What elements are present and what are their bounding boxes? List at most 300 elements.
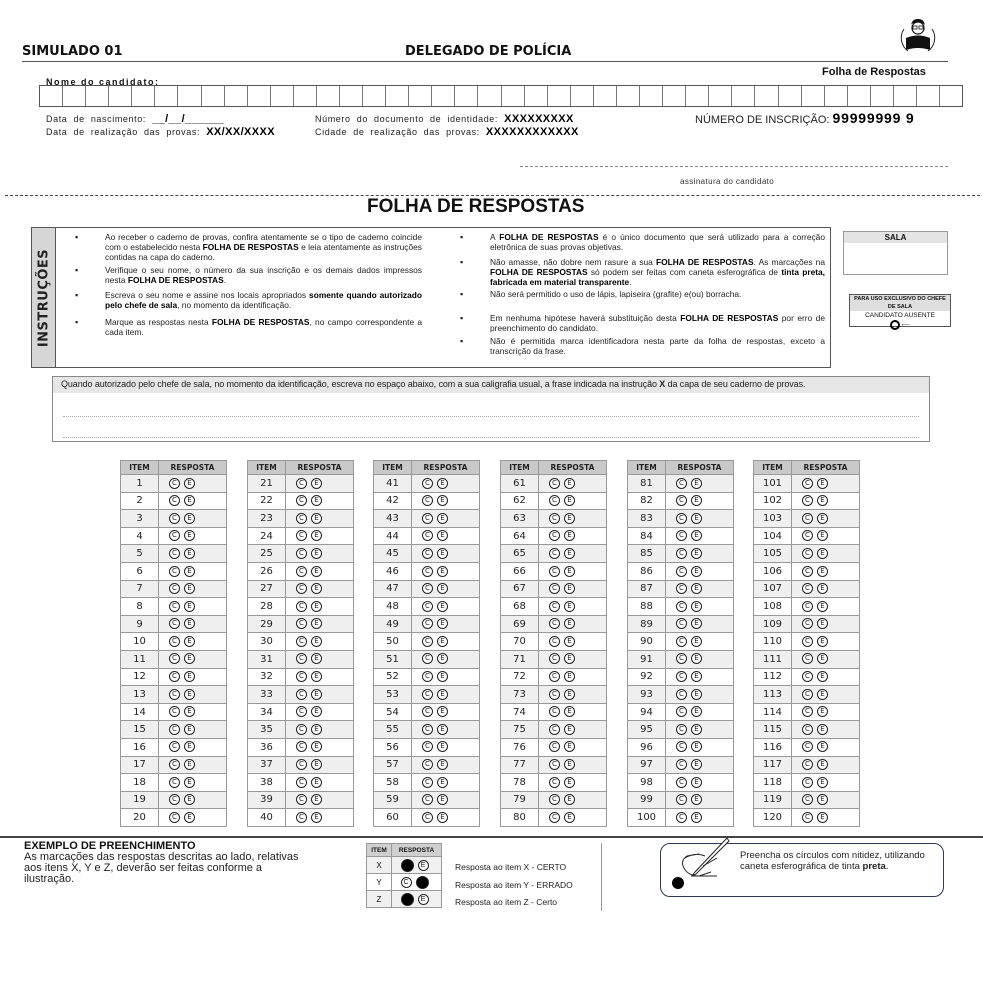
instruction-item	[75, 290, 422, 310]
bubble-c[interactable]: C	[296, 706, 307, 717]
bubble-e[interactable]: E	[564, 794, 575, 805]
bubble-e[interactable]: E	[691, 706, 702, 717]
bubble-e[interactable]: E	[817, 495, 828, 506]
bubble-c[interactable]: C	[676, 636, 687, 647]
bubble-c[interactable]: C	[676, 601, 687, 612]
bubble-e[interactable]: E	[184, 548, 195, 559]
bubble-c[interactable]: C	[169, 794, 180, 805]
bubble-c[interactable]: C	[802, 689, 813, 700]
bubble-e[interactable]: E	[817, 794, 828, 805]
bubble-c[interactable]: C	[169, 513, 180, 524]
bubble-e[interactable]: E	[437, 495, 448, 506]
name-letter-box[interactable]	[317, 86, 340, 106]
bubble-e[interactable]: E	[691, 741, 702, 752]
bubble-c[interactable]: C	[296, 741, 307, 752]
bubble-e[interactable]: E	[437, 794, 448, 805]
bubble-c[interactable]: C	[169, 618, 180, 629]
bubble-e[interactable]: E	[437, 478, 448, 489]
bubble-e[interactable]: E	[817, 653, 828, 664]
bubble-c[interactable]: C	[422, 724, 433, 735]
bubble-e[interactable]: E	[311, 653, 322, 664]
bubble-c[interactable]: C	[422, 618, 433, 629]
bubble-c[interactable]: C	[802, 513, 813, 524]
bubble-e[interactable]: E	[817, 741, 828, 752]
bubble-c[interactable]: C	[296, 812, 307, 823]
bubble-c[interactable]: C	[169, 777, 180, 788]
bubble-e[interactable]: E	[184, 759, 195, 770]
name-letter-box[interactable]	[478, 86, 501, 106]
bubble-c[interactable]: C	[549, 583, 560, 594]
bubble-e[interactable]: E	[184, 566, 195, 577]
bubble-e[interactable]: E	[311, 777, 322, 788]
bubble-e[interactable]: E	[311, 636, 322, 647]
bubble-c[interactable]: C	[422, 777, 433, 788]
bubble-e[interactable]: E	[564, 548, 575, 559]
name-letter-box[interactable]	[409, 86, 432, 106]
name-letter-box[interactable]	[802, 86, 825, 106]
bubble-e[interactable]: E	[564, 513, 575, 524]
bubble-e[interactable]: E	[691, 724, 702, 735]
bubble-c[interactable]: C	[422, 566, 433, 577]
name-letter-box[interactable]	[917, 86, 940, 106]
bubble-c[interactable]: C	[676, 689, 687, 700]
item-number: 9	[121, 615, 159, 633]
bubble-c[interactable]: C	[549, 741, 560, 752]
bubble-e[interactable]: E	[311, 478, 322, 489]
bubble-e[interactable]: E	[817, 566, 828, 577]
bubble-c[interactable]: C	[169, 759, 180, 770]
bubble-c[interactable]: C	[802, 530, 813, 541]
bubble-c[interactable]: C	[296, 601, 307, 612]
bubble-c[interactable]: C	[802, 495, 813, 506]
bubble-c[interactable]: C	[676, 671, 687, 682]
bubble-c[interactable]: C	[676, 618, 687, 629]
bubble-c[interactable]: C	[422, 495, 433, 506]
name-letter-box[interactable]	[732, 86, 755, 106]
bubble-c[interactable]: C	[169, 548, 180, 559]
bubble-c[interactable]: C	[422, 636, 433, 647]
bubble-c[interactable]: C	[422, 530, 433, 541]
name-letter-box[interactable]	[40, 86, 63, 106]
bubble-c[interactable]: C	[169, 671, 180, 682]
bubble-c[interactable]: C	[296, 759, 307, 770]
name-letter-box[interactable]	[294, 86, 317, 106]
bubble-e[interactable]: E	[184, 601, 195, 612]
bubble-c[interactable]: C	[169, 689, 180, 700]
bubble-c[interactable]: C	[422, 513, 433, 524]
bubble-e[interactable]: E	[691, 601, 702, 612]
name-letter-box[interactable]	[502, 86, 525, 106]
bubble-e[interactable]: E	[437, 601, 448, 612]
name-letter-box[interactable]	[548, 86, 571, 106]
name-letter-box[interactable]	[686, 86, 709, 106]
name-letter-box[interactable]	[271, 86, 294, 106]
bubble-c[interactable]: C	[676, 724, 687, 735]
bubble-c[interactable]: C	[549, 671, 560, 682]
bubble-e[interactable]: E	[437, 759, 448, 770]
bubble-e[interactable]: E	[311, 513, 322, 524]
bubble-e[interactable]: E	[311, 724, 322, 735]
name-letter-box[interactable]	[109, 86, 132, 106]
bubble-c[interactable]: C	[169, 566, 180, 577]
bubble-e[interactable]: E	[437, 548, 448, 559]
bubble-c[interactable]: C	[676, 653, 687, 664]
bubble-e[interactable]: E	[311, 741, 322, 752]
name-letter-box[interactable]	[755, 86, 778, 106]
bubble-e[interactable]: E	[184, 706, 195, 717]
bubble-e[interactable]: E	[184, 530, 195, 541]
bubble-c[interactable]: C	[802, 653, 813, 664]
name-letter-box[interactable]	[940, 86, 962, 106]
bubble-c[interactable]: C	[802, 478, 813, 489]
name-letter-box[interactable]	[386, 86, 409, 106]
bubble-e[interactable]: E	[437, 566, 448, 577]
bubble-c[interactable]: C	[802, 566, 813, 577]
bubble-e[interactable]: E	[437, 741, 448, 752]
name-letter-box[interactable]	[63, 86, 86, 106]
name-letter-box[interactable]	[525, 86, 548, 106]
bubble-e[interactable]: E	[691, 794, 702, 805]
bubble-c[interactable]: C	[296, 513, 307, 524]
bubble-c[interactable]: C	[169, 583, 180, 594]
bullet-icon: ▪	[460, 257, 464, 267]
bubble-e[interactable]: E	[437, 636, 448, 647]
name-letter-box[interactable]	[178, 86, 201, 106]
signature-line[interactable]	[520, 166, 948, 167]
bubble-c[interactable]: C	[549, 812, 560, 823]
bubble-e[interactable]: E	[437, 583, 448, 594]
bubble-e[interactable]: E	[184, 636, 195, 647]
bubble-e[interactable]: E	[817, 706, 828, 717]
bubble-c[interactable]: C	[676, 530, 687, 541]
bubble-c[interactable]: C	[422, 583, 433, 594]
bubble-e[interactable]: E	[691, 671, 702, 682]
bubble-e[interactable]: E	[691, 812, 702, 823]
bubble-c[interactable]: C	[549, 566, 560, 577]
absent-bubble[interactable]	[890, 320, 900, 330]
bubble-c[interactable]: C	[676, 478, 687, 489]
bubble-e[interactable]: E	[817, 777, 828, 788]
bubble-c[interactable]: C	[549, 601, 560, 612]
name-letter-box[interactable]	[155, 86, 178, 106]
name-letter-box[interactable]	[340, 86, 363, 106]
bubble-e[interactable]: E	[184, 653, 195, 664]
name-letter-box[interactable]	[848, 86, 871, 106]
bubble-e[interactable]: E	[311, 759, 322, 770]
bubble-e[interactable]: E	[691, 653, 702, 664]
bubble-c[interactable]: C	[802, 706, 813, 717]
bubble-e[interactable]: E	[311, 530, 322, 541]
bubble-e[interactable]: E	[564, 812, 575, 823]
bubble-e[interactable]: E	[564, 530, 575, 541]
bubble-e[interactable]: E	[817, 636, 828, 647]
bubble-e[interactable]: E	[311, 583, 322, 594]
bubble-e[interactable]: E	[437, 530, 448, 541]
bubble-e[interactable]: E	[437, 724, 448, 735]
bubble-e[interactable]: E	[311, 812, 322, 823]
bubble-e[interactable]: E	[817, 583, 828, 594]
name-letter-box[interactable]	[617, 86, 640, 106]
candidate-name-boxes[interactable]	[39, 85, 963, 107]
bubble-e[interactable]: E	[691, 530, 702, 541]
bubble-e: E	[418, 860, 429, 871]
bubble-c[interactable]: C	[676, 566, 687, 577]
bubble-c[interactable]: C	[422, 601, 433, 612]
bubble-e[interactable]: E	[311, 618, 322, 629]
name-letter-box[interactable]	[202, 86, 225, 106]
bubble-c[interactable]: C	[296, 689, 307, 700]
bubble-e[interactable]: E	[817, 759, 828, 770]
bubble-c[interactable]: C	[549, 794, 560, 805]
phrase-line-2[interactable]	[63, 437, 919, 438]
bubble-e[interactable]: E	[437, 513, 448, 524]
name-letter-box[interactable]	[363, 86, 386, 106]
bubble-c[interactable]: C	[549, 618, 560, 629]
bubble-c[interactable]: C	[676, 548, 687, 559]
bubble-c[interactable]: C	[549, 548, 560, 559]
bubble-e[interactable]: E	[564, 689, 575, 700]
bubble-c[interactable]: C	[422, 812, 433, 823]
bubble-c[interactable]: C	[676, 706, 687, 717]
name-letter-box[interactable]	[871, 86, 894, 106]
bubble-e[interactable]: E	[691, 513, 702, 524]
bubble-c[interactable]: C	[802, 724, 813, 735]
bubble-e[interactable]: E	[564, 653, 575, 664]
bubble-c[interactable]: C	[169, 601, 180, 612]
bubble-c[interactable]: C	[802, 777, 813, 788]
name-letter-box[interactable]	[779, 86, 802, 106]
bubble-e[interactable]: E	[184, 777, 195, 788]
bubble-e[interactable]: E	[817, 671, 828, 682]
bubble-c[interactable]: C	[549, 530, 560, 541]
bubble-e[interactable]: E	[184, 741, 195, 752]
bubble-c[interactable]: C	[676, 495, 687, 506]
bubble-e[interactable]: E	[564, 671, 575, 682]
bubble-c[interactable]: C	[422, 653, 433, 664]
bubble-c[interactable]: C	[676, 513, 687, 524]
bubble-c[interactable]: C	[802, 671, 813, 682]
bubble-e[interactable]: E	[564, 478, 575, 489]
bubble-c[interactable]: C	[676, 794, 687, 805]
bubble-e[interactable]: E	[437, 671, 448, 682]
bubble-e[interactable]: E	[691, 583, 702, 594]
bubble-e[interactable]: E	[564, 741, 575, 752]
bubble-c[interactable]: C	[549, 689, 560, 700]
bubble-e[interactable]: E	[817, 530, 828, 541]
name-letter-box[interactable]	[248, 86, 271, 106]
bubble-c[interactable]: C	[422, 794, 433, 805]
bubble-e[interactable]: E	[184, 724, 195, 735]
answer-options	[792, 492, 860, 510]
bubble-e[interactable]: E	[691, 618, 702, 629]
bubble-e[interactable]: E	[564, 724, 575, 735]
bubble-c[interactable]: C	[422, 706, 433, 717]
name-letter-box[interactable]	[432, 86, 455, 106]
bubble-e[interactable]: E	[437, 653, 448, 664]
bubble-e[interactable]: E	[184, 812, 195, 823]
bubble-c[interactable]: C	[802, 812, 813, 823]
bubble-e[interactable]: E	[311, 548, 322, 559]
bubble-c[interactable]: C	[676, 812, 687, 823]
bubble-e[interactable]: E	[817, 601, 828, 612]
answer-options	[412, 492, 480, 510]
bubble-e[interactable]: E	[817, 478, 828, 489]
bubble-e[interactable]: E	[691, 689, 702, 700]
bubble-c[interactable]: C	[676, 741, 687, 752]
name-letter-box[interactable]	[594, 86, 617, 106]
answer-options	[286, 510, 354, 528]
bubble-c[interactable]: C	[802, 741, 813, 752]
bubble-c[interactable]: C	[169, 653, 180, 664]
bubble-e[interactable]: E	[691, 636, 702, 647]
bubble-c[interactable]: C	[676, 759, 687, 770]
bubble-c[interactable]: C	[296, 777, 307, 788]
name-letter-box[interactable]	[225, 86, 248, 106]
bubble-c[interactable]: C	[296, 794, 307, 805]
bubble-c[interactable]: C	[802, 759, 813, 770]
bubble-e[interactable]: E	[564, 495, 575, 506]
bubble-e[interactable]: E	[564, 601, 575, 612]
bubble-c[interactable]: C	[422, 478, 433, 489]
bubble-e[interactable]: E	[184, 689, 195, 700]
bubble-c[interactable]: C	[549, 495, 560, 506]
bubble-e[interactable]: E	[564, 566, 575, 577]
bubble-e[interactable]: E	[311, 671, 322, 682]
bubble-c[interactable]: C	[802, 548, 813, 559]
bubble-e[interactable]: E	[184, 583, 195, 594]
bubble-e[interactable]: E	[564, 636, 575, 647]
name-letter-box[interactable]	[663, 86, 686, 106]
bubble-c[interactable]: C	[422, 671, 433, 682]
name-letter-box[interactable]	[455, 86, 478, 106]
bubble-c[interactable]: C	[549, 706, 560, 717]
bubble-e[interactable]: E	[437, 777, 448, 788]
bubble-c[interactable]: C	[549, 759, 560, 770]
bubble-e[interactable]: E	[564, 777, 575, 788]
bubble-e[interactable]: E	[437, 689, 448, 700]
item-number: 85	[628, 545, 666, 563]
bubble-c[interactable]: C	[549, 478, 560, 489]
bubble-e[interactable]: E	[564, 759, 575, 770]
bubble-e[interactable]: E	[564, 706, 575, 717]
bubble-c[interactable]: C	[296, 566, 307, 577]
bubble-e[interactable]: E	[437, 618, 448, 629]
bubble-c[interactable]: C	[296, 530, 307, 541]
bubble-c[interactable]: C	[549, 513, 560, 524]
bubble-c[interactable]: C	[296, 724, 307, 735]
bubble-c[interactable]: C	[422, 759, 433, 770]
name-letter-box[interactable]	[86, 86, 109, 106]
bubble-c[interactable]: C	[802, 601, 813, 612]
bubble-c[interactable]: C	[169, 495, 180, 506]
bubble-c[interactable]: C	[169, 530, 180, 541]
answer-row	[121, 562, 227, 580]
birth-date-value[interactable]: __/__/______	[152, 113, 225, 125]
bullet-icon: ▪	[75, 265, 79, 275]
bubble-c[interactable]: C	[676, 583, 687, 594]
bubble-e[interactable]: E	[184, 618, 195, 629]
name-letter-box[interactable]	[825, 86, 848, 106]
bubble-c[interactable]: C	[169, 706, 180, 717]
bubble-c[interactable]: C	[676, 777, 687, 788]
bubble-e[interactable]: E	[184, 671, 195, 682]
bubble-e[interactable]: E	[311, 601, 322, 612]
bubble-c[interactable]: C	[296, 636, 307, 647]
bubble-e[interactable]: E	[817, 689, 828, 700]
bubble-e[interactable]: E	[691, 478, 702, 489]
bubble-e[interactable]: E	[311, 706, 322, 717]
absent-label: CANDIDATO AUSENTE	[865, 312, 935, 319]
answer-options	[412, 738, 480, 756]
bubble-c[interactable]: C	[169, 741, 180, 752]
name-letter-box[interactable]	[894, 86, 917, 106]
bubble-c[interactable]: C	[296, 583, 307, 594]
bubble-c[interactable]: C	[549, 777, 560, 788]
bubble-e[interactable]: E	[691, 495, 702, 506]
bubble-c[interactable]: C	[422, 689, 433, 700]
bubble-e[interactable]: E	[564, 583, 575, 594]
bubble-c[interactable]: C	[296, 548, 307, 559]
name-letter-box[interactable]	[571, 86, 594, 106]
bubble-c[interactable]: C	[169, 636, 180, 647]
bubble-c[interactable]: C	[296, 495, 307, 506]
item-number: 24	[248, 527, 286, 545]
bubble-c[interactable]: C	[296, 618, 307, 629]
bubble-e[interactable]: E	[311, 566, 322, 577]
bubble-c[interactable]: C	[422, 548, 433, 559]
bubble-c[interactable]: C	[802, 794, 813, 805]
bubble-e[interactable]: E	[184, 513, 195, 524]
bubble-c[interactable]: C	[549, 636, 560, 647]
bubble-e[interactable]: E	[691, 777, 702, 788]
bubble-e[interactable]: E	[564, 618, 575, 629]
bubble-e[interactable]: E	[817, 812, 828, 823]
bubble-e[interactable]: E	[184, 495, 195, 506]
bubble-c[interactable]: C	[169, 724, 180, 735]
bubble-e[interactable]: E	[691, 759, 702, 770]
bubble-c[interactable]: C	[802, 583, 813, 594]
bubble-e[interactable]: E	[691, 566, 702, 577]
bubble-c[interactable]: C	[169, 478, 180, 489]
answer-row	[248, 738, 354, 756]
bubble-c[interactable]: C	[549, 653, 560, 664]
bubble-c[interactable]: C	[802, 618, 813, 629]
bubble-e[interactable]: E	[311, 689, 322, 700]
bubble-c[interactable]: C	[422, 741, 433, 752]
bubble-c[interactable]: C	[296, 671, 307, 682]
bubble-c[interactable]: C	[549, 724, 560, 735]
bubble-e[interactable]: E	[691, 548, 702, 559]
name-letter-box[interactable]	[709, 86, 732, 106]
bubble-c[interactable]: C	[169, 812, 180, 823]
name-letter-box[interactable]	[640, 86, 663, 106]
bubble-e[interactable]: E	[817, 513, 828, 524]
bubble-e[interactable]: E	[311, 794, 322, 805]
bubble-e[interactable]: E	[184, 794, 195, 805]
bubble-e[interactable]: E	[311, 495, 322, 506]
bubble-e[interactable]: E	[817, 548, 828, 559]
bubble-c[interactable]: C	[802, 636, 813, 647]
bubble-e[interactable]: E	[817, 724, 828, 735]
bubble-e[interactable]: E	[437, 812, 448, 823]
name-letter-box[interactable]	[132, 86, 155, 106]
bubble-c[interactable]: C	[296, 478, 307, 489]
bubble-c[interactable]: C	[296, 653, 307, 664]
phrase-line-1[interactable]	[63, 416, 919, 417]
bubble-e[interactable]: E	[817, 618, 828, 629]
bubble-e[interactable]: E	[184, 478, 195, 489]
bubble-e[interactable]: E	[437, 706, 448, 717]
